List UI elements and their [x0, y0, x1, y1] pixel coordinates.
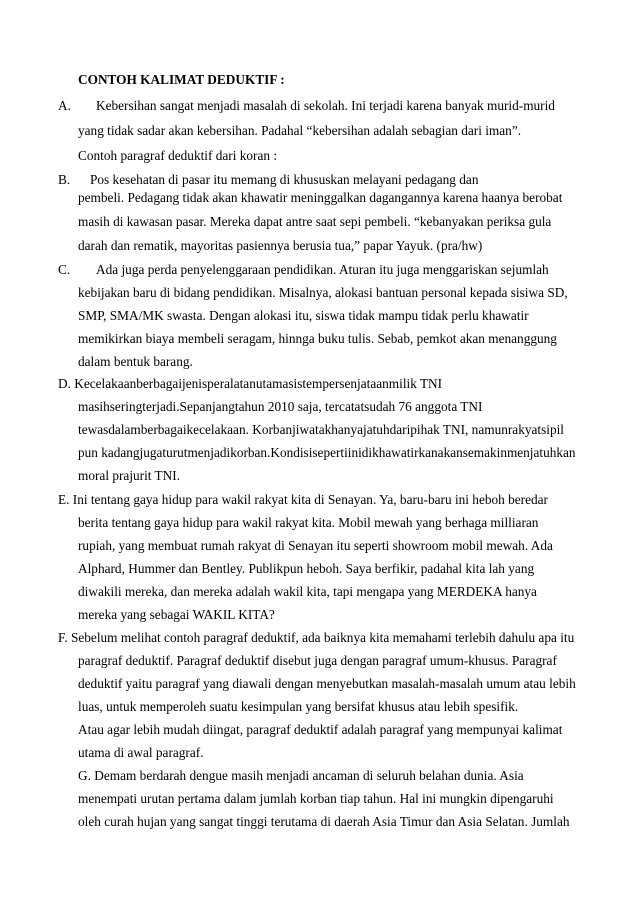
- line-text: E. Ini tentang gaya hidup para wakil rakyat kita di Senayan. Ya, baru-baru ini heboh beredar: [58, 492, 548, 507]
- marker-c: C.: [58, 262, 71, 277]
- line-text: SMP, SMA/MK swasta. Dengan alokasi itu, siswa tidak mampu tidak perlu khawatir: [78, 308, 529, 323]
- line-text: deduktif yaitu paragraf yang diawali dengan menyebutkan masalah-masalah umum atau lebih: [78, 676, 576, 691]
- line-text: masih di kawasan pasar. Mereka dapat antre saat sepi pembeli. “kebanyakan periksa gula: [78, 214, 552, 229]
- line-text: Atau agar lebih mudah diingat, paragraf deduktif adalah paragraf yang mempunyai kalimat: [78, 722, 563, 737]
- line-text: luas, untuk memperoleh suatu kesimpulan yang bersifat khusus atau lebih spesifik.: [78, 699, 519, 714]
- line-text: F. Sebelum melihat contoh paragraf deduktif, ada baiknya kita memahami terlebih dahulu apa itu: [58, 630, 575, 645]
- line-text: Pos kesehatan di pasar itu memang di khususkan melayani pedagang dan: [90, 172, 479, 187]
- line-text: menempati urutan pertama dalam jumlah korban tiap tahun. Hal ini mungkin dipengaruhi: [78, 791, 554, 806]
- line-text: G. Demam berdarah dengue masih menjadi ancaman di seluruh belahan dunia. Asia: [78, 768, 524, 783]
- line-text: dalam bentuk barang.: [78, 354, 193, 369]
- line-text: masihseringterjadi.Sepanjangtahun 2010 saja, tercatatsudah 76 anggota TNI: [78, 399, 483, 414]
- line-text: pun kadangjugaturutmenjadikorban.Kondisisepertiinidikhawatirkanakansemakinmenjatuhkan: [78, 445, 576, 460]
- line-text: diwakili mereka, dan mereka adalah wakil kita, tapi mengapa yang MERDEKA hanya: [78, 584, 537, 599]
- heading: CONTOH KALIMAT DEDUKTIF :: [78, 72, 285, 87]
- line-text: yang tidak sadar akan kebersihan. Padahal “kebersihan adalah sebagian dari iman”.: [78, 123, 522, 138]
- line-text: paragraf deduktif. Paragraf deduktif disebut juga dengan paragraf umum-khusus. Paragraf: [78, 653, 557, 668]
- line-text: mereka yang sebagai WAKIL KITA?: [78, 607, 275, 622]
- line-text: oleh curah hujan yang sangat tinggi terutama di daerah Asia Timur dan Asia Selatan. Jumlah: [78, 814, 570, 829]
- line-text: Ada juga perda penyelenggaraan pendidikan. Aturan itu juga menggariskan sejumlah: [96, 262, 549, 277]
- line-text: darah dan rematik, mayoritas pasiennya berusia tua,” papar Yayuk. (pra/hw): [78, 238, 483, 253]
- line-text: Contoh paragraf deduktif dari koran :: [78, 148, 278, 163]
- line-text: rupiah, yang membuat rumah rakyat di Senayan itu seperti showroom mobil mewah. Ada: [78, 538, 553, 553]
- line-text: kebijakan baru di bidang pendidikan. Misalnya, alokasi bantuan personal kepada sisiwa SD,: [78, 285, 568, 300]
- line-text: Alphard, Hummer dan Bentley. Publikpun heboh. Saya berfikir, padahal kita lah yang: [78, 561, 535, 576]
- marker-b: B.: [58, 172, 71, 187]
- line-text: Kebersihan sangat menjadi masalah di sekolah. Ini terjadi karena banyak murid-murid: [96, 98, 555, 113]
- line-text: memikirkan biaya membeli seragam, hinnga buku tulis. Sebab, pemkot akan menanggung: [78, 331, 557, 346]
- line-text: pembeli. Pedagang tidak akan khawatir meninggalkan dagangannya karena haanya berobat: [78, 190, 563, 205]
- line-text: berita tentang gaya hidup para wakil rakyat kita. Mobil mewah yang berhaga milliaran: [78, 515, 539, 530]
- marker-a: A.: [58, 98, 71, 113]
- line-text: utama di awal paragraf.: [78, 745, 204, 760]
- line-text: D. Kecelakaanberbagaijenisperalatanutamasistempersenjataanmilik TNI: [58, 376, 443, 391]
- line-text: moral prajurit TNI.: [78, 468, 181, 483]
- line-text: tewasdalamberbagaikecelakaan. Korbanjiwatakhanyajatuhdaripihak TNI, namunrakyatsipil: [78, 422, 565, 437]
